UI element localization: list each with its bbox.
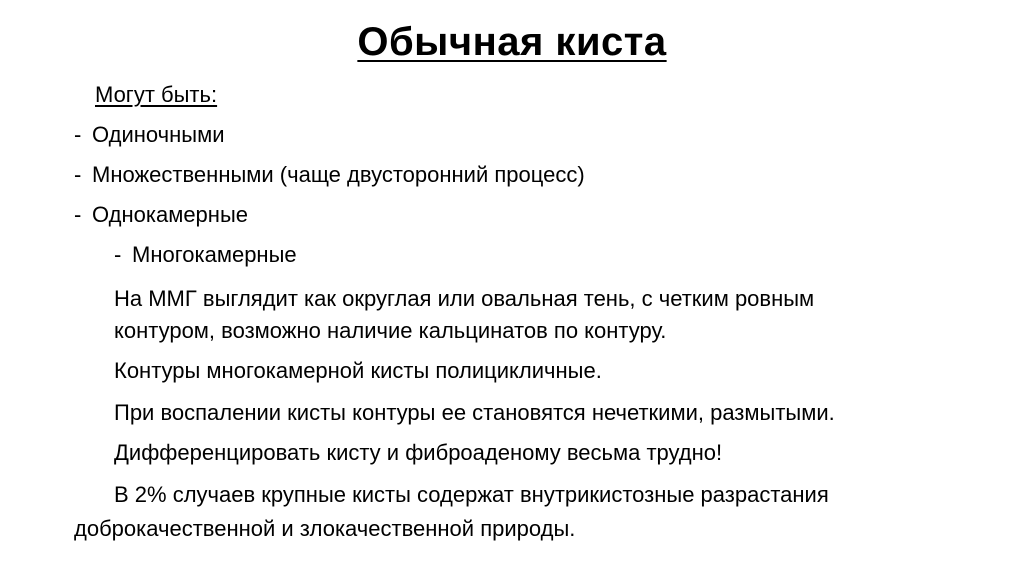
paragraph-line: На ММГ выглядит как округлая или овальная тень, с четким ровным bbox=[114, 286, 815, 311]
paragraph-line: Контуры многокамерной кисты полицикличные. bbox=[114, 358, 602, 383]
list-marker: - bbox=[114, 242, 122, 267]
list-item: - Однокамерные bbox=[74, 200, 248, 230]
list-item: - Многокамерные bbox=[114, 240, 297, 270]
paragraph-line: доброкачественной и злокачественной природы. bbox=[74, 516, 576, 541]
list-marker: - bbox=[74, 202, 82, 227]
intro-text: Могут быть: bbox=[95, 82, 218, 107]
slide-title: Обычная киста bbox=[357, 20, 667, 64]
list-marker: - bbox=[74, 162, 82, 187]
paragraph-line: В 2% случаев крупные кисты содержат внутрикистозные разрастания bbox=[114, 482, 829, 507]
paragraph-line: Дифференцировать кисту и фиброаденому весьма трудно! bbox=[114, 440, 723, 465]
list-marker: - bbox=[74, 122, 82, 147]
list-item: - Множественными (чаще двусторонний процесс) bbox=[74, 160, 585, 190]
paragraph-line: контуром, возможно наличие кальцинатов по контуру. bbox=[114, 318, 667, 343]
paragraph-line: При воспалении кисты контуры ее становятся нечеткими, размытыми. bbox=[114, 400, 835, 425]
list-item: - Одиночными bbox=[74, 120, 225, 150]
